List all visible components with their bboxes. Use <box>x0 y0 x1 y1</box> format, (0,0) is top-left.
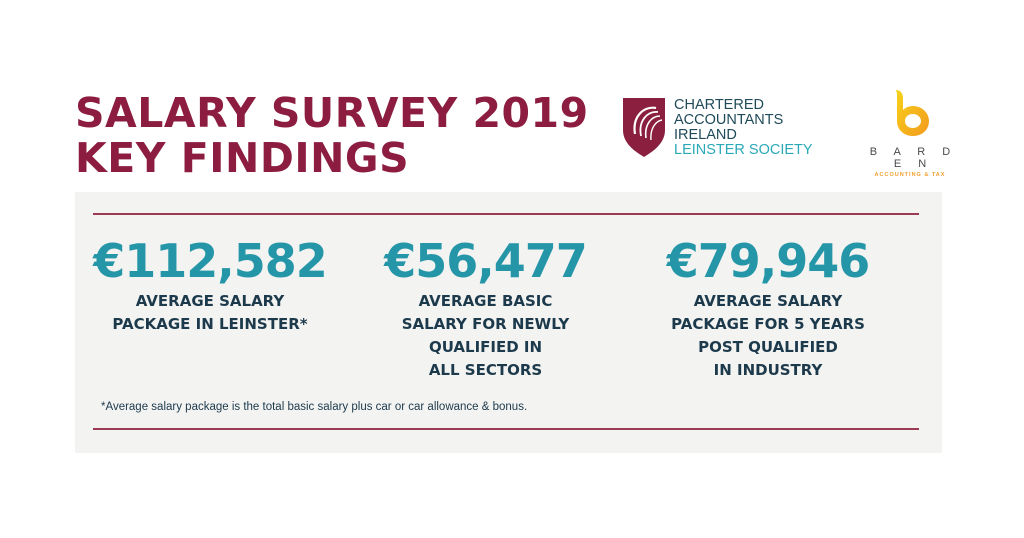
cai-line-3: IRELAND <box>674 127 737 143</box>
stat-five-years-post-qualified <box>643 236 893 382</box>
stat-label: AVERAGE SALARY PACKAGE FOR 5 YEARS POST QUALIFIED IN INDUSTRY <box>671 292 865 379</box>
stat-label: AVERAGE SALARY PACKAGE IN LEINSTER* <box>112 292 308 333</box>
barden-name: B A R D E N <box>869 146 958 170</box>
bottom-divider <box>93 428 919 430</box>
barden-subtitle: ACCOUNTING & TAX <box>874 172 946 178</box>
stat-average-package-leinster <box>75 236 345 336</box>
title-line-1: SALARY SURVEY 2019 <box>75 89 589 137</box>
stat-label: AVERAGE BASIC SALARY FOR NEWLY QUALIFIED IN ALL SECTORS <box>401 292 570 379</box>
title-line-2: KEY FINDINGS <box>75 134 410 182</box>
footnote: *Average salary package is the total basic salary plus car or car allowance & bonus. <box>101 401 528 413</box>
b-letter-logo-icon <box>888 88 932 138</box>
stat-newly-qualified <box>358 236 613 382</box>
chartered-accountants-logo <box>622 96 813 158</box>
stat-value: €56,477 <box>384 234 587 288</box>
shield-crest-icon <box>622 96 666 158</box>
cai-line-4: LEINSTER SOCIETY <box>674 142 813 158</box>
stat-value: €79,946 <box>666 234 870 288</box>
cai-line-2: ACCOUNTANTS <box>674 112 784 128</box>
barden-logo <box>860 88 960 178</box>
page-title <box>75 91 589 181</box>
top-divider <box>93 213 919 215</box>
cai-line-1: CHARTERED <box>674 97 764 113</box>
key-findings-panel <box>75 192 942 453</box>
stat-value: €112,582 <box>93 234 327 288</box>
